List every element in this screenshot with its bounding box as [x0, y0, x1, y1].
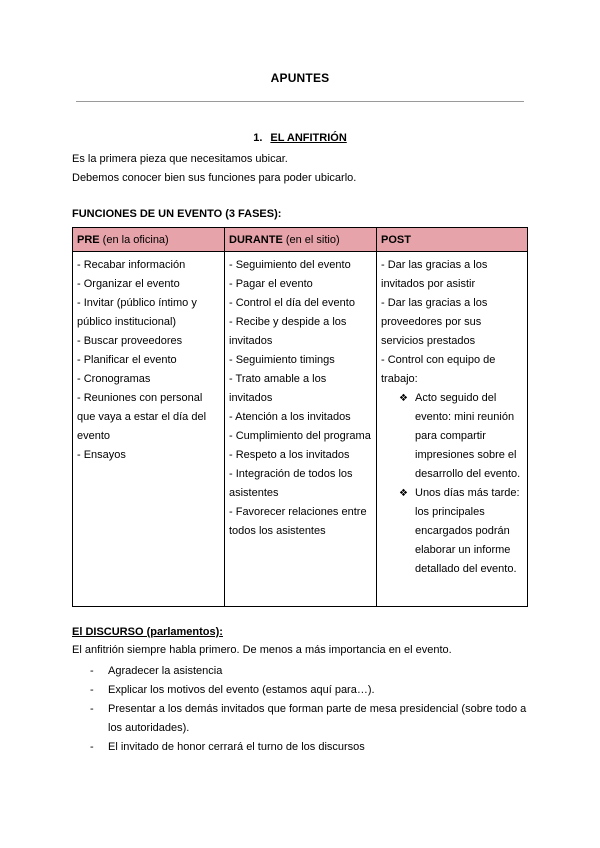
- document-title: APUNTES: [270, 71, 330, 85]
- list-item: [399, 389, 523, 484]
- list-item: - Reuniones con personal que vaya a estar el día del evento: [77, 392, 207, 442]
- list-item: - Recibe y despide a los invitados: [229, 316, 347, 347]
- header-pre: PRE (en la oficina): [73, 228, 225, 252]
- list-item: - Atención a los invitados: [229, 411, 351, 423]
- cell-pre: [73, 252, 225, 607]
- section-title: EL ANFITRIÓN: [270, 132, 347, 144]
- list-item: - Seguimiento del evento: [229, 259, 351, 271]
- list-item-text: Explicar los motivos del evento (estamos aquí para…).: [108, 684, 375, 696]
- diamond-bullet-icon: ❖: [399, 488, 408, 499]
- list-item: [72, 681, 532, 700]
- discurso-list: [72, 662, 532, 757]
- intro-line: Debemos conocer bien sus funciones para poder ubicarlo.: [72, 172, 357, 184]
- list-item: - Integración de todos los asistentes: [229, 468, 353, 499]
- functions-title: FUNCIONES DE UN EVENTO (3 FASES):: [72, 208, 282, 220]
- list-item: - Dar las gracias a los proveedores por sus servicios prestados: [381, 297, 488, 347]
- list-item: - Seguimiento timings: [229, 354, 335, 366]
- table-row: [73, 252, 528, 607]
- list-item: - Organizar el evento: [77, 278, 180, 290]
- list-item: - Favorecer relaciones entre todos los asistentes: [229, 506, 367, 537]
- cell-durante: [225, 252, 377, 607]
- list-item: - Control el día del evento: [229, 297, 355, 309]
- list-item: [72, 700, 532, 738]
- section-number: 1.: [253, 132, 263, 144]
- list-item: - Invitar (público íntimo y público institucional): [77, 297, 197, 328]
- discurso-title: El DISCURSO (parlamentos):: [72, 626, 223, 638]
- dash-bullet-icon: -: [90, 665, 94, 677]
- list-item: - Recabar información: [77, 259, 186, 271]
- dash-bullet-icon: -: [90, 684, 94, 696]
- list-item: - Trato amable a los invitados: [229, 373, 327, 404]
- section-heading: [0, 132, 600, 144]
- dash-bullet-icon: -: [90, 741, 94, 753]
- diamond-bullet-icon: ❖: [399, 393, 408, 404]
- cell-post: [377, 252, 528, 607]
- list-item: [399, 484, 523, 579]
- table-header-row: [73, 228, 528, 252]
- bullet-text: Unos días más tarde: los principales encargados podrán elaborar un informe detallado del evento.: [415, 487, 520, 575]
- list-item-text: Presentar a los demás invitados que forman parte de mesa presidencial (sobre todo a los autoridades).: [108, 703, 527, 734]
- list-item: - Cumplimiento del programa: [229, 430, 371, 442]
- phases-table: [72, 227, 528, 607]
- bullet-text: Acto seguido del evento: mini reunión para compartir impresiones sobre el desarrollo del evento.: [415, 392, 521, 480]
- list-item: - Dar las gracias a los invitados por asistir: [381, 259, 488, 290]
- list-item: - Planificar el evento: [77, 354, 177, 366]
- dash-bullet-icon: -: [90, 703, 94, 715]
- list-item: - Ensayos: [77, 449, 126, 461]
- post-bullet-list: [381, 389, 523, 579]
- intro-line: Es la primera pieza que necesitamos ubicar.: [72, 153, 288, 165]
- list-item-text: Agradecer la asistencia: [108, 665, 223, 677]
- list-item: - Respeto a los invitados: [229, 449, 350, 461]
- list-item: [72, 738, 532, 757]
- title-divider: [76, 101, 524, 102]
- list-item: [72, 662, 532, 681]
- list-item-text: El invitado de honor cerrará el turno de los discursos: [108, 741, 365, 753]
- list-item: - Cronogramas: [77, 373, 151, 385]
- list-item: - Buscar proveedores: [77, 335, 183, 347]
- intro-paragraph: [72, 150, 356, 188]
- header-durante: DURANTE (en el sitio): [225, 228, 377, 252]
- header-post: POST: [377, 228, 528, 252]
- discurso-intro: El anfitrión siempre habla primero. De menos a más importancia en el evento.: [72, 644, 452, 656]
- list-item: - Pagar el evento: [229, 278, 313, 290]
- list-item: - Control con equipo de trabajo:: [381, 354, 496, 385]
